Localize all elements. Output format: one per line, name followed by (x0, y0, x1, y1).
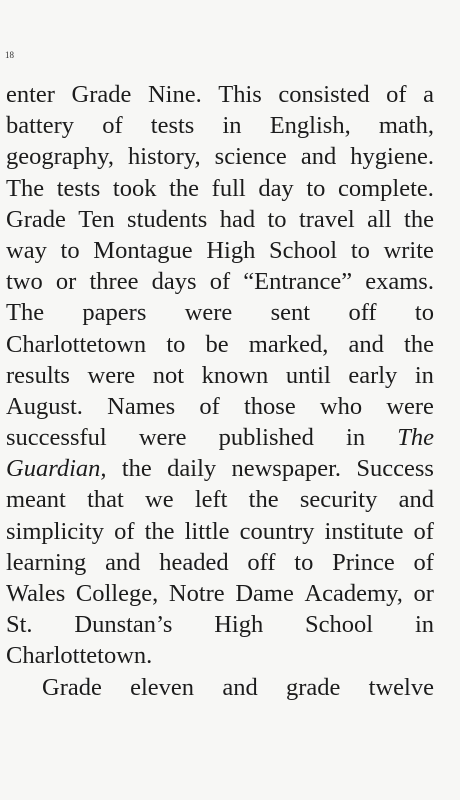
word: sent (270, 299, 311, 327)
word: newspaper. (231, 455, 342, 483)
text-line (6, 516, 434, 547)
word: were (138, 424, 187, 452)
word: English, (269, 112, 351, 140)
word: we (145, 486, 174, 514)
word: or (55, 268, 77, 296)
word: early (348, 361, 398, 389)
word: little (184, 517, 230, 545)
word: geography, (6, 143, 114, 171)
word: took (112, 174, 157, 202)
word: a (423, 81, 434, 108)
word: enter (6, 81, 55, 108)
text-line (6, 422, 434, 453)
text-line (6, 578, 434, 609)
text-line (6, 79, 434, 110)
word: or (413, 580, 434, 607)
word: those (244, 392, 296, 420)
paragraph-end-line (6, 640, 434, 671)
text-line (6, 391, 434, 422)
text-line (6, 204, 434, 235)
word: days (151, 268, 197, 296)
text-line (6, 173, 434, 204)
word: Grade (42, 673, 102, 701)
word: August. (6, 392, 83, 420)
text-line (6, 297, 434, 328)
word: The (6, 174, 45, 202)
word: and (348, 330, 384, 358)
word: of (386, 81, 407, 108)
word: Notre (168, 580, 225, 607)
word: and (398, 486, 434, 514)
word: simplicity (6, 517, 104, 545)
word: in (222, 112, 242, 140)
word: institute (324, 517, 404, 545)
word: in (346, 424, 366, 452)
word: day (258, 174, 294, 202)
word: battery (6, 112, 75, 140)
word: eleven (130, 673, 195, 701)
word: three (89, 268, 139, 296)
word: until (285, 361, 331, 389)
text-line (6, 329, 434, 360)
text-line (6, 547, 434, 578)
word: hygiene. (350, 143, 434, 171)
word: way (6, 236, 47, 264)
word: off (247, 548, 276, 576)
word: to (294, 548, 314, 576)
word: the (404, 205, 434, 233)
word: of (114, 517, 135, 545)
word: math, (378, 112, 434, 140)
word: of (199, 392, 220, 420)
word: headed (159, 548, 229, 576)
word: to (350, 236, 370, 264)
word: were (184, 299, 233, 327)
word: history, (128, 143, 201, 171)
word: to (306, 174, 326, 202)
word: and (300, 143, 337, 171)
word: of (209, 268, 231, 296)
word: Names (107, 392, 176, 420)
paragraph-start-line (6, 672, 434, 703)
word: successful (6, 424, 107, 452)
text-line (6, 141, 434, 172)
word: School (269, 236, 338, 264)
text-line (6, 235, 434, 266)
word: Charlottetown (6, 330, 147, 358)
word: Grade (6, 205, 66, 233)
page-number: 18 (5, 50, 14, 60)
word: that (87, 486, 124, 514)
word: left (194, 486, 228, 514)
word: to (414, 299, 434, 327)
text-line (6, 110, 434, 141)
text-line (6, 609, 434, 640)
word: who (319, 392, 363, 420)
word: were (87, 361, 136, 389)
newspaper-title-word: The (397, 424, 434, 452)
word: Academy, (304, 580, 403, 607)
word: the (169, 174, 200, 202)
word: College, (75, 580, 159, 607)
word: the (121, 455, 152, 483)
word: Prince (332, 548, 395, 576)
word: the (144, 517, 175, 545)
word: marked, (248, 330, 329, 358)
word: security (299, 486, 378, 514)
text-line (6, 484, 434, 515)
word: tests (150, 112, 195, 140)
word: write (383, 236, 434, 264)
word: to (267, 205, 287, 233)
word: and (222, 673, 258, 701)
word: Charlottetown. (6, 642, 153, 670)
word: tests (56, 174, 101, 202)
word: Dunstan’s (74, 611, 173, 639)
word: exams. (365, 268, 434, 296)
word: students (127, 205, 208, 233)
word: High (214, 611, 264, 639)
word: complete. (338, 174, 434, 202)
word: School (305, 611, 374, 639)
word: Dame (235, 580, 294, 607)
word: two (6, 268, 43, 296)
word: results (6, 361, 70, 389)
word: be (205, 330, 229, 358)
word: papers (82, 299, 147, 327)
word: all (367, 205, 392, 233)
newspaper-title-word: Guardian, (6, 455, 107, 483)
word: twelve (368, 673, 434, 701)
word: High (206, 236, 256, 264)
word: the (248, 486, 279, 514)
word: in (414, 611, 434, 639)
word: of (102, 112, 123, 140)
word: Nine. (147, 81, 202, 108)
word: science (214, 143, 287, 171)
word: had (219, 205, 256, 233)
word: meant (6, 486, 66, 514)
word: grade (285, 673, 341, 701)
word: in (414, 361, 434, 389)
word: Success (356, 455, 434, 483)
word: and (105, 548, 141, 576)
word: to (60, 236, 80, 264)
word: country (239, 517, 315, 545)
word: This (218, 81, 262, 108)
word: learning (6, 548, 87, 576)
word: full (211, 174, 246, 202)
body-text (6, 79, 434, 703)
word: Wales (6, 580, 66, 607)
word: Montague (93, 236, 193, 264)
word: of (413, 517, 434, 545)
word: the (404, 330, 434, 358)
word: off (348, 299, 377, 327)
word: Grade (71, 81, 132, 108)
word: published (218, 424, 314, 452)
word: travel (298, 205, 355, 233)
word: “Entrance” (243, 268, 353, 296)
text-line (6, 360, 434, 391)
word: not (152, 361, 185, 389)
word: Ten (78, 205, 115, 233)
word: St. (6, 611, 33, 639)
text-line (6, 266, 434, 297)
word: of (413, 548, 434, 576)
word: The (6, 299, 45, 327)
word: to (166, 330, 186, 358)
word: known (201, 361, 269, 389)
word: were (386, 392, 434, 420)
text-line (6, 453, 434, 484)
word: daily (167, 455, 217, 483)
word: consisted (278, 81, 370, 108)
